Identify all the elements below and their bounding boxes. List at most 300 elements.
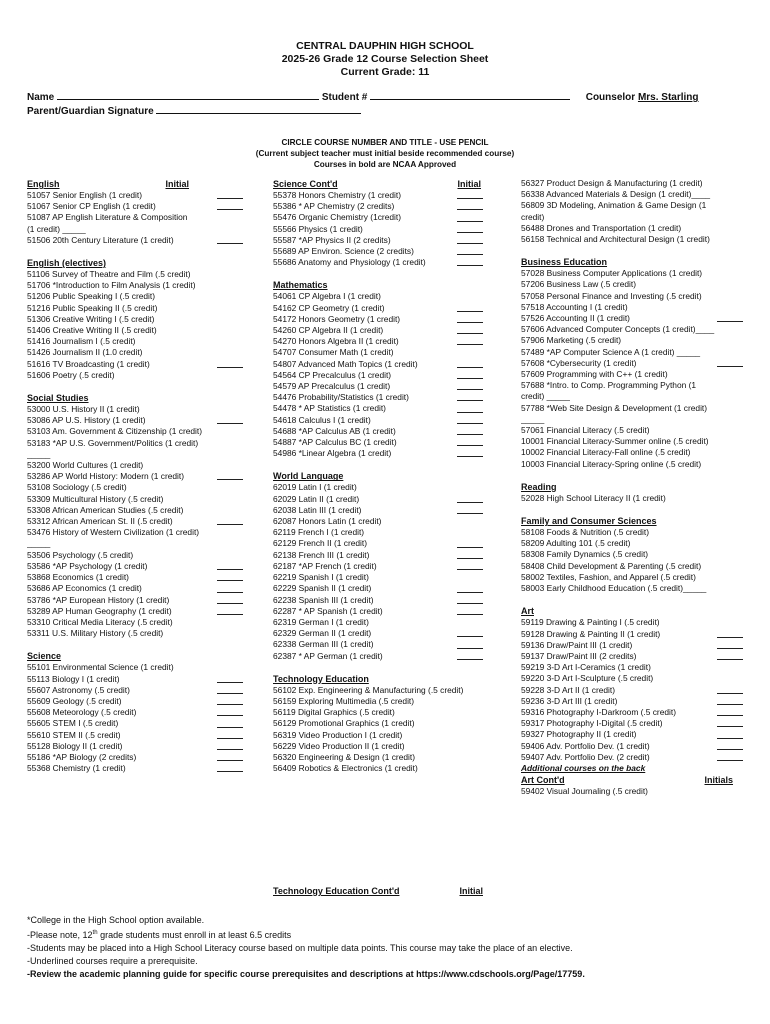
- initial-blank[interactable]: [457, 392, 483, 401]
- course-label: _____: [27, 448, 51, 459]
- column-2: [273, 178, 483, 785]
- course-label: 59406 Adv. Portfolio Dev. (1 credit): [521, 740, 650, 751]
- course-row[interactable]: [521, 617, 743, 628]
- initial-blank[interactable]: [457, 224, 483, 233]
- initial-blank[interactable]: [717, 629, 743, 638]
- initial-blank[interactable]: [717, 741, 743, 750]
- footnotes: [27, 914, 747, 981]
- course-row[interactable]: [27, 269, 243, 280]
- instruction-1: CIRCLE COURSE NUMBER AND TITLE - USE PENCIL: [281, 138, 489, 147]
- course-row[interactable]: [27, 325, 243, 336]
- course-label: 53000 U.S. History II (1 credit): [27, 404, 140, 415]
- course-row[interactable]: [273, 494, 483, 505]
- initial-blank[interactable]: [217, 572, 243, 581]
- course-row[interactable]: [273, 696, 483, 707]
- initial-blank[interactable]: [457, 404, 483, 413]
- course-row[interactable]: [521, 234, 743, 245]
- course-row[interactable]: [521, 651, 743, 662]
- initial-blank[interactable]: [717, 752, 743, 761]
- course-label: 54688 *AP Calculus AB (1 credit): [273, 425, 396, 436]
- course-row[interactable]: [521, 313, 743, 324]
- course-row[interactable]: [521, 561, 743, 572]
- course-row[interactable]: [521, 583, 743, 594]
- course-row[interactable]: [521, 741, 743, 752]
- course-label: 54618 Calculus I (1 credit): [273, 414, 371, 425]
- course-row[interactable]: [273, 651, 483, 662]
- course-label: 54478 * AP Statistics (1 credit): [273, 403, 386, 414]
- initial-blank[interactable]: [217, 584, 243, 593]
- initial-blank[interactable]: [457, 303, 483, 312]
- course-label: 51067 Senior CP English (1 credit): [27, 201, 156, 212]
- course-row[interactable]: [521, 718, 743, 729]
- course-label: 53103 Am. Government & Citizenship (1 credit): [27, 426, 203, 437]
- course-row[interactable]: [27, 482, 243, 493]
- course-label: credit) _____: [521, 391, 570, 402]
- course-row[interactable]: [521, 436, 743, 447]
- initial-blank[interactable]: [217, 730, 243, 739]
- course-row[interactable]: [273, 314, 483, 325]
- course-row[interactable]: [27, 527, 243, 538]
- course-row[interactable]: [273, 325, 483, 336]
- section-title-english: English: [27, 179, 60, 189]
- course-row[interactable]: [27, 460, 243, 471]
- course-row[interactable]: [27, 505, 243, 516]
- course-row[interactable]: [273, 482, 483, 493]
- fcs-list: [521, 527, 743, 594]
- course-row[interactable]: [273, 550, 483, 561]
- course-row[interactable]: [27, 190, 243, 201]
- course-row[interactable]: [273, 291, 483, 302]
- course-row[interactable]: [27, 617, 243, 628]
- course-label: 53286 AP World History: Modern (1 credit): [27, 471, 185, 482]
- initial-blank[interactable]: [217, 561, 243, 570]
- initial-blank[interactable]: [717, 718, 743, 727]
- course-row[interactable]: [521, 752, 743, 763]
- course-label: 57788 *Web Site Design & Development (1 credit): [521, 402, 708, 413]
- initial-blank[interactable]: [217, 763, 243, 772]
- course-row[interactable]: [521, 391, 743, 402]
- course-label: 59236 3-D Art III (1 credit): [521, 695, 618, 706]
- course-row[interactable]: [521, 459, 743, 470]
- course-row[interactable]: [521, 414, 743, 425]
- course-row[interactable]: [27, 314, 243, 325]
- course-row[interactable]: [521, 447, 743, 458]
- course-row[interactable]: [273, 639, 483, 650]
- course-label: _____: [27, 538, 51, 549]
- course-label: 57606 Advanced Computer Concepts (1 credit)____: [521, 324, 715, 335]
- course-label: 53200 World Cultures (1 credit): [27, 460, 144, 471]
- course-row[interactable]: [273, 381, 483, 392]
- science-cont-list: [273, 190, 483, 268]
- course-row[interactable]: [273, 685, 483, 696]
- section-title-art: Art: [521, 606, 534, 617]
- initial-blank[interactable]: [217, 201, 243, 210]
- initial-blank[interactable]: [457, 426, 483, 435]
- course-row[interactable]: [273, 448, 483, 459]
- course-row[interactable]: [521, 335, 743, 346]
- course-label: 57906 Marketing (.5 credit): [521, 335, 622, 346]
- course-label: 54061 CP Algebra I (1 credit): [273, 291, 381, 302]
- course-row[interactable]: [521, 358, 743, 369]
- course-row[interactable]: [521, 549, 743, 560]
- initial-blank[interactable]: [217, 752, 243, 761]
- course-row[interactable]: [27, 538, 243, 549]
- course-row[interactable]: [521, 425, 743, 436]
- course-label: 59316 Photography I-Darkroom (.5 credit): [521, 706, 677, 717]
- course-row[interactable]: [27, 628, 243, 639]
- course-row[interactable]: [273, 336, 483, 347]
- course-label: 59119 Drawing & Painting I (.5 credit): [521, 617, 660, 628]
- course-label: 53506 Psychology (.5 credit): [27, 549, 134, 560]
- course-row[interactable]: [273, 415, 483, 426]
- course-row[interactable]: [521, 403, 743, 414]
- course-row[interactable]: [273, 741, 483, 752]
- course-row[interactable]: [521, 302, 743, 313]
- initial-blank[interactable]: [457, 336, 483, 345]
- course-label: 55605 STEM I (.5 credit): [27, 718, 119, 729]
- course-row[interactable]: [273, 763, 483, 774]
- initial-blank[interactable]: [457, 415, 483, 424]
- course-label: 62329 German II (1 credit): [273, 628, 372, 639]
- initial-blank[interactable]: [457, 640, 483, 649]
- course-row[interactable]: [27, 752, 243, 763]
- page-header: [0, 40, 770, 79]
- course-row[interactable]: [521, 347, 743, 358]
- course-row[interactable]: [27, 291, 243, 302]
- course-label: 53108 Sociology (.5 credit): [27, 482, 127, 493]
- course-row[interactable]: [27, 741, 243, 752]
- course-label: 57518 Accounting I (1 credit): [521, 301, 628, 312]
- course-row[interactable]: [521, 380, 743, 391]
- initial-blank[interactable]: [717, 685, 743, 694]
- course-label: 54172 Honors Geometry (1 credit): [273, 313, 401, 324]
- section-title-art-cont: Art Cont'd: [521, 775, 565, 786]
- name-field[interactable]: [57, 90, 319, 100]
- course-row[interactable]: [27, 763, 243, 774]
- course-row[interactable]: [27, 550, 243, 561]
- course-row[interactable]: [27, 696, 243, 707]
- course-label: 55610 STEM II (.5 credit): [27, 729, 121, 740]
- course-label: 55113 Biology I (1 credit): [27, 673, 120, 684]
- initial-blank[interactable]: [457, 494, 483, 503]
- course-row[interactable]: [27, 707, 243, 718]
- instructions: [0, 137, 770, 170]
- course-row[interactable]: [27, 572, 243, 583]
- course-row[interactable]: [27, 561, 243, 572]
- course-row[interactable]: [273, 212, 483, 223]
- initial-blank[interactable]: [457, 235, 483, 244]
- initial-blank[interactable]: [457, 561, 483, 570]
- section-title-fcs: Family and Consumer Sciences: [521, 516, 657, 527]
- course-row[interactable]: [273, 257, 483, 268]
- course-row[interactable]: [27, 516, 243, 527]
- course-label: 54986 *Linear Algebra (1 credit): [273, 448, 392, 459]
- initial-blank[interactable]: [457, 190, 483, 199]
- initial-blank[interactable]: [457, 370, 483, 379]
- tech-cont-header: [273, 886, 483, 896]
- course-label: 62119 French I (1 credit): [273, 527, 365, 538]
- course-label: 62319 German I (1 credit): [273, 616, 369, 627]
- initial-blank[interactable]: [457, 595, 483, 604]
- course-row[interactable]: [27, 370, 243, 381]
- course-row[interactable]: [273, 505, 483, 516]
- initial-blank[interactable]: [217, 359, 243, 368]
- course-row[interactable]: [27, 426, 243, 437]
- initial-blank[interactable]: [717, 651, 743, 660]
- course-row[interactable]: [273, 392, 483, 403]
- course-row[interactable]: [521, 629, 743, 640]
- course-row[interactable]: [273, 617, 483, 628]
- course-row[interactable]: [273, 595, 483, 606]
- course-label: 53686 AP Economics (1 credit): [27, 583, 142, 594]
- course-row[interactable]: [521, 212, 743, 223]
- course-label: 51426 Journalism II (1.0 credit): [27, 347, 143, 358]
- course-row[interactable]: [27, 212, 243, 223]
- course-row[interactable]: [273, 583, 483, 594]
- initial-blank[interactable]: [217, 606, 243, 615]
- course-row[interactable]: [521, 662, 743, 673]
- course-label: 10001 Financial Literacy-Summer online (.5 credit): [521, 436, 709, 447]
- course-label: 55609 Geology (.5 credit): [27, 695, 122, 706]
- course-row[interactable]: [273, 246, 483, 257]
- course-row[interactable]: [27, 404, 243, 415]
- initial-blank[interactable]: [217, 415, 243, 424]
- initial-blank[interactable]: [717, 313, 743, 322]
- course-label: 59228 3-D Art II (1 credit): [521, 684, 616, 695]
- course-label: 53309 Multicultural History (.5 credit): [27, 493, 164, 504]
- course-label: 56320 Engineering & Design (1 credit): [273, 751, 415, 762]
- initial-blank[interactable]: [217, 674, 243, 683]
- course-row[interactable]: [273, 561, 483, 572]
- course-row[interactable]: [521, 493, 743, 504]
- note-literacy: -Students may be placed into a High School Literacy course based on multiple data points. This course may take the place of an elective.: [27, 943, 573, 953]
- course-row[interactable]: [27, 685, 243, 696]
- course-label: 53786 *AP European History (1 credit): [27, 594, 170, 605]
- initial-blank[interactable]: [457, 550, 483, 559]
- course-label: 51706 *Introduction to Film Analysis (1 credit): [27, 280, 196, 291]
- initial-blank[interactable]: [457, 381, 483, 390]
- course-row[interactable]: [27, 449, 243, 460]
- initial-blank[interactable]: [217, 471, 243, 480]
- course-row[interactable]: [27, 336, 243, 347]
- course-label: 51206 Public Speaking I (.5 credit): [27, 291, 156, 302]
- course-row[interactable]: [521, 640, 743, 651]
- course-row[interactable]: [521, 268, 743, 279]
- course-row[interactable]: [521, 685, 743, 696]
- initial-blank[interactable]: [717, 358, 743, 367]
- course-label: 62229 Spanish II (1 credit): [273, 583, 372, 594]
- course-label: 55101 Environmental Science (1 credit): [27, 662, 174, 673]
- initial-blank[interactable]: [457, 201, 483, 210]
- social-list: [27, 404, 243, 639]
- course-label: 54579 AP Precalculus (1 credit): [273, 381, 391, 392]
- course-row[interactable]: [273, 538, 483, 549]
- course-row[interactable]: [273, 190, 483, 201]
- course-label: 53476 History of Western Civilization (1 credit): [27, 527, 200, 538]
- initial-blank[interactable]: [217, 190, 243, 199]
- initials-label: Initials: [704, 775, 733, 786]
- course-label: 54807 Advanced Math Topics (1 credit): [273, 358, 418, 369]
- course-label: 57028 Business Computer Applications (1 credit): [521, 268, 703, 279]
- course-row[interactable]: [27, 662, 243, 673]
- course-row[interactable]: [273, 235, 483, 246]
- initial-blank[interactable]: [217, 696, 243, 705]
- course-row[interactable]: [27, 303, 243, 314]
- course-row[interactable]: [521, 291, 743, 302]
- course-row[interactable]: [27, 280, 243, 291]
- course-label: 62129 French II (1 credit): [273, 538, 368, 549]
- course-row[interactable]: [521, 527, 743, 538]
- column-1: [27, 178, 243, 785]
- course-row[interactable]: [27, 224, 243, 235]
- initial-blank[interactable]: [217, 707, 243, 716]
- course-row[interactable]: [521, 729, 743, 740]
- initial-blank[interactable]: [457, 628, 483, 637]
- initial-blank[interactable]: [457, 505, 483, 514]
- course-label: 54270 Honors Algebra II (1 credit): [273, 336, 399, 347]
- course-row[interactable]: [521, 324, 743, 335]
- initial-blank[interactable]: [457, 325, 483, 334]
- course-row[interactable]: [27, 730, 243, 741]
- course-row[interactable]: [273, 201, 483, 212]
- course-row[interactable]: [273, 224, 483, 235]
- initial-blank[interactable]: [457, 651, 483, 660]
- column-3: [521, 178, 743, 797]
- course-label: 62138 French III (1 credit): [273, 549, 370, 560]
- course-label: 62038 Latin III (1 credit): [273, 504, 362, 515]
- course-label: 56229 Video Production II (1 credit): [273, 740, 405, 751]
- course-row[interactable]: [27, 235, 243, 246]
- initial-blank[interactable]: [717, 640, 743, 649]
- art-cont-list: [521, 786, 743, 797]
- course-row[interactable]: [27, 595, 243, 606]
- course-row[interactable]: [27, 347, 243, 358]
- course-row[interactable]: [521, 696, 743, 707]
- course-label: 51616 TV Broadcasting (1 credit): [27, 358, 150, 369]
- initial-blank[interactable]: [457, 246, 483, 255]
- course-row[interactable]: [27, 438, 243, 449]
- course-row[interactable]: [27, 201, 243, 212]
- course-row[interactable]: [27, 583, 243, 594]
- course-row[interactable]: [521, 178, 743, 189]
- course-row[interactable]: [521, 200, 743, 211]
- course-label: 62019 Latin I (1 credit): [273, 482, 357, 493]
- course-row[interactable]: [521, 189, 743, 200]
- course-row[interactable]: [273, 707, 483, 718]
- course-label: 53868 Economics (1 credit): [27, 572, 129, 583]
- course-label: 56319 Video Production I (1 credit): [273, 729, 403, 740]
- course-row[interactable]: [27, 415, 243, 426]
- course-row[interactable]: [521, 369, 743, 380]
- initial-blank[interactable]: [217, 741, 243, 750]
- course-label: 55386 * AP Chemistry (2 credits): [273, 201, 395, 212]
- name-label: Name: [27, 92, 55, 103]
- course-label: 58003 Early Childhood Education (.5 credit)_____: [521, 583, 707, 594]
- course-row[interactable]: [521, 538, 743, 549]
- initial-blank[interactable]: [457, 606, 483, 615]
- initial-blank[interactable]: [217, 516, 243, 525]
- course-row[interactable]: [273, 730, 483, 741]
- math-list: [273, 291, 483, 459]
- course-row[interactable]: [273, 370, 483, 381]
- initial-blank[interactable]: [217, 685, 243, 694]
- course-row[interactable]: [273, 516, 483, 527]
- initial-blank[interactable]: [457, 437, 483, 446]
- course-row[interactable]: [27, 718, 243, 729]
- course-label: 55566 Physics (1 credit): [273, 223, 363, 234]
- course-row[interactable]: [521, 572, 743, 583]
- student-number-field[interactable]: [370, 90, 570, 100]
- course-row[interactable]: [273, 426, 483, 437]
- course-row[interactable]: [273, 628, 483, 639]
- course-row[interactable]: [273, 403, 483, 414]
- course-label: 53310 Critical Media Literacy (.5 credit): [27, 616, 173, 627]
- page-title: 2025-26 Grade 12 Course Selection Sheet: [281, 53, 489, 65]
- initial-blank[interactable]: [457, 359, 483, 368]
- course-row[interactable]: [521, 673, 743, 684]
- course-row[interactable]: [521, 279, 743, 290]
- initial-blank[interactable]: [457, 257, 483, 266]
- course-row[interactable]: [273, 303, 483, 314]
- course-row[interactable]: [27, 359, 243, 370]
- course-label: 55587 *AP Physics II (2 credits): [273, 234, 391, 245]
- course-row[interactable]: [27, 494, 243, 505]
- initial-blank[interactable]: [457, 314, 483, 323]
- initial-blank[interactable]: [217, 719, 243, 728]
- course-label: 62238 Spanish III (1 credit): [273, 594, 374, 605]
- initial-blank[interactable]: [217, 595, 243, 604]
- course-row[interactable]: [273, 752, 483, 763]
- course-row[interactable]: [273, 347, 483, 358]
- course-label: 55378 Honors Chemistry (1 credit): [273, 190, 402, 200]
- course-label: 62029 Latin II (1 credit): [273, 493, 360, 504]
- course-label: 53086 AP U.S. History (1 credit): [27, 415, 146, 426]
- parent-signature-field[interactable]: [156, 104, 361, 114]
- initial-blank[interactable]: [717, 696, 743, 705]
- initial-blank[interactable]: [217, 235, 243, 244]
- course-row[interactable]: [521, 786, 743, 797]
- course-row[interactable]: [27, 606, 243, 617]
- course-row[interactable]: [521, 707, 743, 718]
- course-label: 51506 20th Century Literature (1 credit): [27, 234, 174, 245]
- initial-blank[interactable]: [457, 584, 483, 593]
- course-row[interactable]: [273, 527, 483, 538]
- course-label: 51216 Public Speaking II (.5 credit): [27, 302, 158, 313]
- language-list: [273, 482, 483, 661]
- initial-blank[interactable]: [457, 448, 483, 457]
- course-label: 54476 Probability/Statistics (1 credit): [273, 392, 409, 403]
- course-label: 51606 Poetry (.5 credit): [27, 369, 115, 380]
- course-label: 53289 AP Human Geography (1 credit): [27, 605, 172, 616]
- course-row[interactable]: [273, 437, 483, 448]
- course-label: 56158 Technical and Architectural Design (1 credit): [521, 234, 710, 245]
- course-label: 62387 * AP German (1 credit): [273, 650, 383, 661]
- course-row[interactable]: [27, 674, 243, 685]
- note-college: *College in the High School option available.: [27, 915, 205, 925]
- course-row[interactable]: [273, 572, 483, 583]
- course-row[interactable]: [273, 718, 483, 729]
- course-row[interactable]: [27, 471, 243, 482]
- initial-blank[interactable]: [717, 730, 743, 739]
- section-title-technology: Technology Education: [273, 673, 369, 684]
- course-row[interactable]: [521, 223, 743, 234]
- course-row[interactable]: [273, 606, 483, 617]
- initial-blank[interactable]: [717, 707, 743, 716]
- course-row[interactable]: [273, 359, 483, 370]
- initial-blank[interactable]: [457, 539, 483, 548]
- course-label: 54707 Consumer Math (1 credit): [273, 347, 394, 358]
- initial-blank[interactable]: [457, 213, 483, 222]
